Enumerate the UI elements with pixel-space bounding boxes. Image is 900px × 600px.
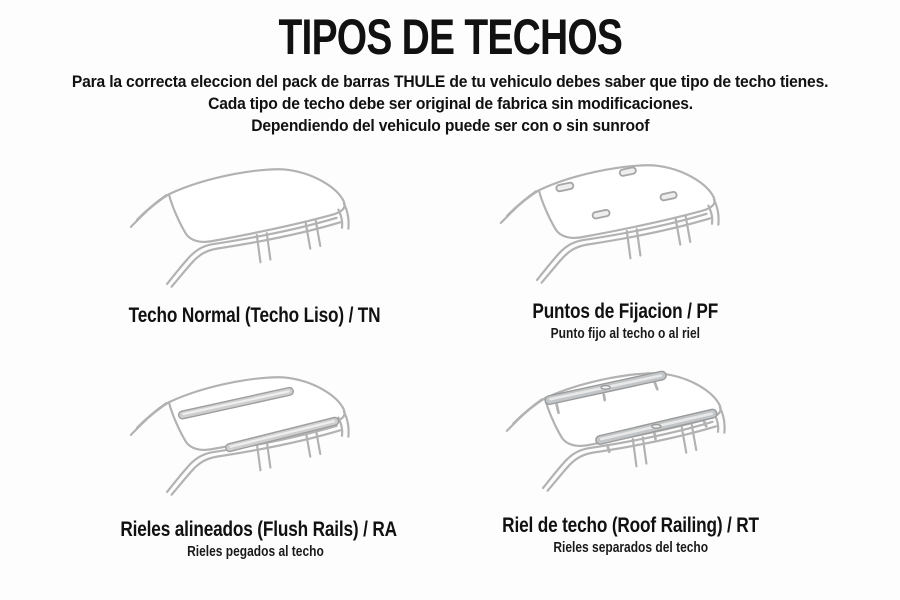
page-title bbox=[0, 8, 900, 66]
roof-type-label: Techo Normal (Techo Liso) / TN bbox=[129, 304, 381, 327]
fixed-points-roof-illustration bbox=[485, 154, 765, 299]
intro-line-3: Dependiendo del vehiculo puede ser con o sin sunroof bbox=[250, 116, 649, 135]
intro-line-2: Cada tipo de techo debe ser original de fabrica sin modificaciones. bbox=[207, 94, 693, 113]
intro-line bbox=[0, 115, 900, 137]
intro-line bbox=[0, 71, 900, 93]
intro-line bbox=[0, 93, 900, 115]
flush-rails-roof-illustration bbox=[115, 366, 395, 511]
intro-line-1: Para la correcta eleccion del pack de barras THULE de tu vehiculo debes saber que tipo de techo tienes. bbox=[71, 72, 829, 91]
page-title-text: TIPOS DE TECHOS bbox=[278, 9, 622, 65]
raised-railing-roof-illustration bbox=[491, 362, 771, 507]
roof-type-sublabel: Punto fijo al techo o al riel bbox=[550, 325, 700, 342]
roof-type-card-rt bbox=[458, 362, 803, 557]
roof-type-card-ra bbox=[90, 366, 420, 561]
roof-type-card-tn bbox=[95, 158, 415, 328]
roof-type-label: Rieles alineados (Flush Rails) / RA bbox=[120, 518, 397, 541]
roof-type-label: Riel de techo (Roof Railing) / RT bbox=[502, 514, 759, 537]
roof-type-sublabel: Rieles separados del techo bbox=[553, 539, 708, 556]
roof-type-sublabel: Rieles pegados al techo bbox=[186, 543, 324, 560]
smooth-roof-illustration bbox=[115, 158, 395, 303]
roof-type-card-pf bbox=[460, 154, 790, 343]
roof-type-label: Puntos de Fijacion / PF bbox=[532, 300, 718, 323]
